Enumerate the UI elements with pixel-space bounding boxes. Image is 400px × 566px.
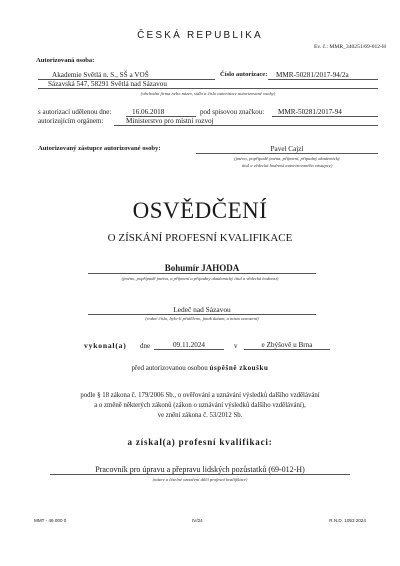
representative-note-line1: (jméno, popřípadě jména, příjmení, případný akademický: [234, 156, 340, 161]
granted-label: s autorizací udělenou dne:: [38, 108, 112, 116]
authorization-number: MMR-50281/2017-94/2a: [268, 71, 378, 80]
representative-label: Autorizovaný zástupce autorizované osoby:: [38, 145, 161, 152]
exam-place-prefix: v: [234, 342, 238, 350]
file-number-label: pod spisovou značkou:: [200, 108, 265, 116]
exam-line-before: před autorizovanou osobou: [131, 364, 208, 372]
legal-line2: a o změně některých zákonů (zákon o uznávání výsledků dalšího vzdělávání),: [94, 402, 306, 409]
footer-left: MMT - 46 000 0: [34, 518, 67, 523]
country-header: ČESKÁ REPUBLIKA: [137, 30, 263, 41]
authorization-number-label: Číslo autorizace:: [220, 71, 268, 78]
authorized-person-note: (obchodní firma nebo název, sídlo a číslo autorizace autorizované osoby): [140, 91, 276, 96]
evidence-number: Ev. č.: MMR_340251/69-012-H: [313, 44, 386, 50]
authorized-person-label: Autorizovaná osoba:: [36, 57, 95, 64]
holder-name: Bohumír JAHODA: [88, 263, 316, 274]
representative-note-line2: titul a vědecká hodnost autorizovaného zástupce): [241, 163, 333, 168]
qualification-heading: a získal(a) profesní kvalifikaci:: [127, 437, 273, 447]
file-number: MMR-50281/2017-94: [272, 108, 378, 117]
qualification-name: Pracovník pro úpravu a přepravu lidských pozůstatků (69-012-H): [50, 465, 350, 475]
exam-success: úspěšně zkoušku: [209, 364, 269, 372]
legal-line1: podle § 18 zákona č. 179/2006 Sb., o ověřování a uznávání výsledků dalšího vzdělávání: [80, 392, 320, 399]
granted-date: 16.06.2018: [126, 108, 196, 117]
certificate-subtitle: O ZÍSKÁNÍ PROFESNÍ KVALIFIKACE: [107, 232, 293, 244]
authority: Ministerstvo pro místní rozvoj: [114, 117, 378, 126]
footer-center: IV/24: [192, 518, 203, 523]
exam-label: vykonal(a): [84, 341, 127, 350]
footer-right: R.N.D. 1053 2024: [329, 518, 366, 523]
exam-date-prefix: dne: [140, 342, 151, 350]
legal-line3: ve znění zákona č. 53/2012 Sb.: [157, 412, 243, 419]
qualification-note: (název a číselné označení dílčí profesní kvalifikace): [152, 477, 248, 482]
exam-place: e Zbýšově u Brna: [244, 341, 330, 350]
holder-name-note: (jméno, popřípadě jména, a příjmení a případný akademický titul a vědecká hodnost): [121, 276, 279, 281]
representative-name: Pavel Cajzl: [196, 145, 378, 154]
authorized-person-address: Sázavská 547, 58291 Světlá nad Sázavou: [38, 80, 378, 89]
authorized-person-name: Akademie Světlá n. S., SŠ a VOŠ: [38, 71, 215, 80]
certificate-title: OSVĚDČENÍ: [132, 198, 268, 223]
holder-birthplace: Ledeč nad Sázavou: [88, 305, 316, 315]
holder-birthplace-note: (rodné číslo, bylo-li přiděleno, jinak datum, a místo narození): [145, 316, 259, 321]
exam-line: [0, 364, 400, 372]
exam-date: 09.11.2024: [154, 341, 224, 350]
authority-label: autorizujícím orgánem:: [38, 117, 104, 125]
